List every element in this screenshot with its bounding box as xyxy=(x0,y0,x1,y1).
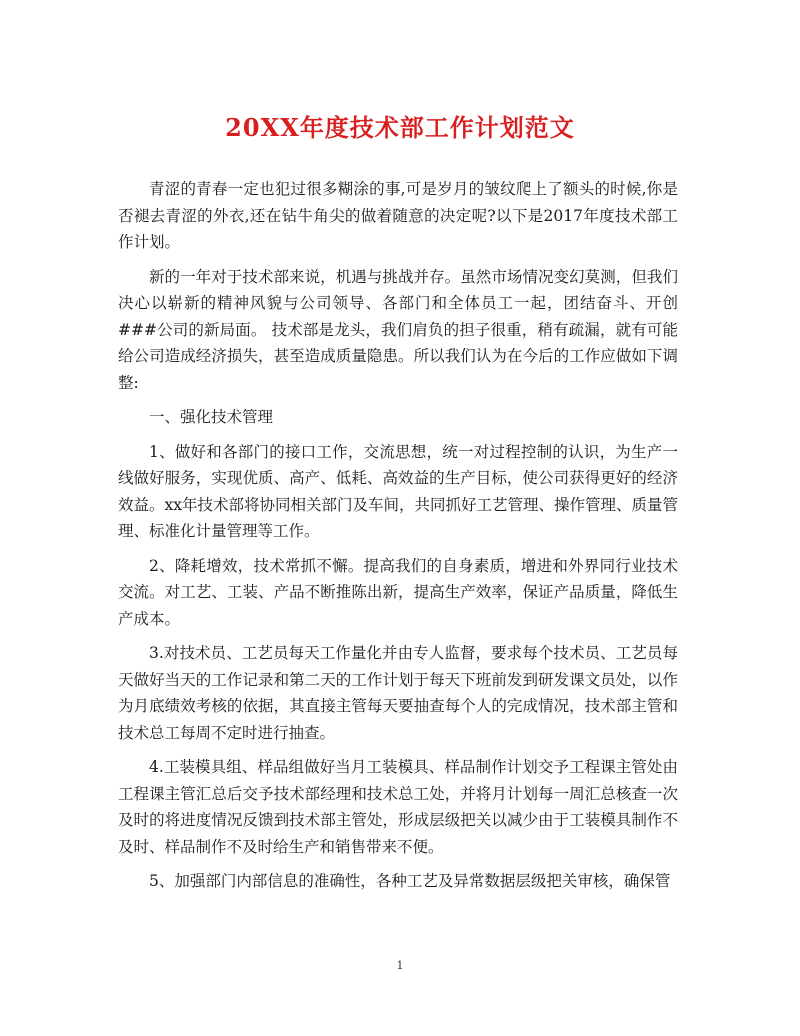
paragraph-intro: 青涩的青春一定也犯过很多糊涂的事,可是岁月的皱纹爬上了额头的时候,你是否褪去青涩的外衣,还在钻牛角尖的做着随意的决定呢?以下是2017年度技术部工作计划。 xyxy=(118,180,678,251)
paragraph-item-4: 4.工装模具组、样品组做好当月工装模具、样品制作计划交予工程课主管处由工程课主管汇总后交予技术部经理和技术总工处，并将月计划每一周汇总核查一次及时的将进度情况反馈到技术部主管处，形成层级把关以减少由于工装模具制作不及时、样品制作不及时给生产和销售带来不便。 xyxy=(118,758,678,856)
paragraph-item-1: 1、做好和各部门的接口工作，交流思想，统一对过程控制的认识，为生产一线做好服务，实现优质、高产、低耗、高效益的生产目标，使公司获得更好的经济效益。xx年技术部将协同相关部门及车间，共同抓好工艺管理、操作管理、质量管理、标准化计量管理等工作。 xyxy=(118,442,678,540)
paragraph-item-2: 2、降耗增效，技术常抓不懈。提高我们的自身素质，增进和外界同行业技术交流。对工艺、工装、产品不断推陈出新，提高生产效率，保证产品质量，降低生产成本。 xyxy=(118,556,678,628)
paragraph-item-3: 3.对技术员、工艺员每天工作量化并由专人监督，要求每个技术员、工艺员每天做好当天的工作记录和第二天的工作计划于每天下班前发到研发课文员处，以作为月底绩效考核的依据，其直接主管每天要抽查每个人的完成情况，技术部主管和技术总工每周不定时进行抽查。 xyxy=(118,644,678,742)
page-number: 1 xyxy=(396,959,404,972)
document-title: 20XX年度技术部工作计划范文 xyxy=(225,113,575,142)
paragraph-item-5: 5、加强部门内部信息的准确性，各种工艺及异常数据层级把关审核，确保管 xyxy=(149,872,671,890)
section-heading: 一、强化技术管理 xyxy=(149,408,274,426)
document-body xyxy=(118,176,678,903)
paragraph-overview: 新的一年对于技术部来说，机遇与挑战并存。虽然市场情况变幻莫测，但我们决心以崭新的精神风貌与公司领导、各部门和全体员工一起，团结奋斗、开创###公司的新局面。 技术部是龙头，我们肩负的担子很重，稍有疏漏，就有可能给公司造成经济损失，甚至造成质量隐患。所以我们认为在今后的工作应做如下调整: xyxy=(118,267,678,392)
